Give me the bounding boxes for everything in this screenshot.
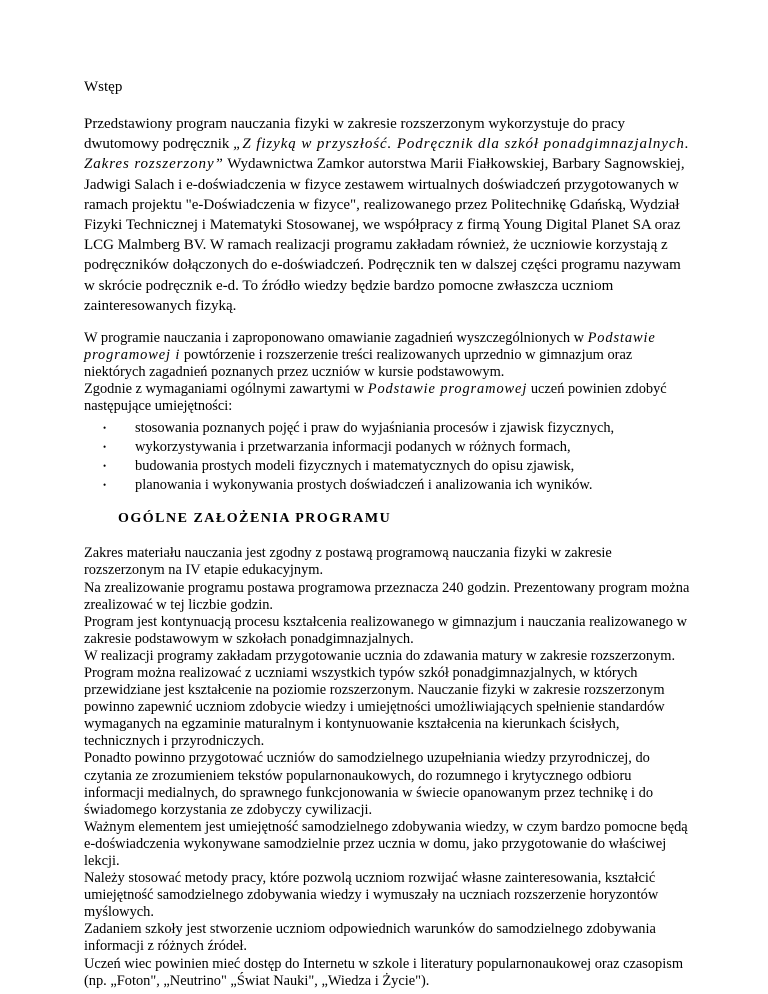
text-line: Uczeń wiec powinien mieć dostęp do Internetu w szkole i literatury popularnonaukowej oraz czasopism (np. „Foton", „Neutrino" „Świat Nauki", „Wiedza i Życie"). xyxy=(84,955,684,989)
list-item xyxy=(103,476,694,495)
bullet-icon: • xyxy=(103,422,107,433)
list-item xyxy=(103,419,694,438)
text-line: Należy stosować metody pracy, które pozwolą uczniom rozwijać własne zainteresowania, kształcić umiejętność samodzielnego zdobywania wiedzy i wymuszały na uczniach rozszerzenie horyzontów myślowych. xyxy=(84,870,659,921)
core-curriculum-ref-2: Podstawie programowej xyxy=(367,381,528,398)
text-line: Program jest kontynuacją procesu kształcenia realizowanego w gimnazjum i nauczania realizowanego w zakresie podstawowym w szkołach ponadgimnazjalnych. xyxy=(84,613,687,647)
text-line: Ponadto powinno przygotować uczniów do samodzielnego uzupełniania wiedzy przyrodniczej, do czytania ze zrozumieniem tekstów popularnonaukowych, do rozumnego i krytycznego odbioru informacji medialnych, do sprawnego funkcjonowania w świecie opanowanym przez technikę i do świadomego korzystania ze zdobyczy cywilizacji. xyxy=(84,750,654,818)
skill-text: wykorzystywania i przetwarzania informacji podanych w różnych formach, xyxy=(135,438,571,455)
intro-text-rest: Wydawnictwa Zamkor autorstwa Marii Fiałkowskiej, Barbary Sagnowskiej, Jadwigi Salach i e-doświadczenia w fizyce zestawem wirtualnych doświadczeń przygotowanych w ramach projektu "e-Doświadczenia w fizyce", realizowanego przez Politechnikę Gdańską, Wydział Fizyki Technicznej i Matematyki Stosowanej, we współpracy z firmą Young Digital Planet SA oraz LCG Malmberg BV. W ramach realizacji programu zakładam również, że uczniowie korzystają z podręczników dołączonych do e-doświadczeń. Podręcznik ten w dalszej części programu nazywam w skrócie podręcznik e-d. To źródło wiedzy będzie bardzo pomocne zwłaszcza uczniom zainteresowanych fizyką. xyxy=(84,156,685,314)
skill-text: budowania prostych modeli fizycznych i matematycznych do opisu zjawisk, xyxy=(135,457,575,474)
list-item xyxy=(103,438,694,457)
bullet-icon: • xyxy=(103,460,107,471)
core-curriculum-ref-1: Podstawie programowej i xyxy=(84,330,656,364)
section-title: OGÓLNE ZAŁOŻENIA PROGRAMU xyxy=(118,511,392,527)
textbook-title: „Z fizyką w przyszłość. Podręcznik dla szkół ponadgimnazjalnych. Zakres rozszerzony” xyxy=(84,136,690,173)
text-line: W realizacji programy zakładam przygotowanie ucznia do zdawania matury w zakresie rozszerzonym. Program można realizować z uczniami wszystkich typów szkół ponadgimnazjalnych, w których przewidziane jest kształcenie na poziomie rozszerzonym. Nauczanie fizyki w zakresie rozszerzonym powinno zapewnić uczniom zdobycie wiedzy i umiejętności umożliwiających spełnienie standardów wymaganych na egzaminie maturalnym i kontynuowanie kształcenia na kierunkach ścisłych, technicznych i przyrodniczych. xyxy=(84,647,676,750)
requirements-start: Zgodnie z wymaganiami ogólnymi zawartymi w xyxy=(84,381,368,398)
intro-paragraph xyxy=(84,114,694,316)
text-line: Zakres materiału nauczania jest zgodny z postawą programową nauczania fizyki w zakresie rozszerzonym na IV etapie edukacyjnym. xyxy=(84,545,612,579)
skill-text: stosowania poznanych pojęć i praw do wyjaśniania procesów i zjawisk fizycznych, xyxy=(135,419,615,436)
bullet-icon: • xyxy=(103,441,107,452)
program-scope-rest: powtórzenie i rozszerzenie treści realizowanych uprzednio w gimnazjum oraz niektórych zagadnień poznanych przez uczniów w kursie podstawowym. xyxy=(84,347,633,381)
intro-heading: Wstęp xyxy=(84,79,123,95)
program-scope-start: W programie nauczania i zaproponowano omawianie zagadnień wyszczególnionych w xyxy=(84,330,588,347)
list-item xyxy=(103,457,694,476)
skills-list xyxy=(84,419,694,496)
text-line: Na zrealizowanie programu postawa programowa przeznacza 240 godzin. Prezentowany program można zrealizować w tej liczbie godzin. xyxy=(84,579,690,613)
text-line: Zadaniem szkoły jest stworzenie uczniom odpowiednich warunków do samodzielnego zdobywania informacji z różnych źródeł. xyxy=(84,921,656,955)
program-scope-paragraph xyxy=(84,330,694,415)
document-page xyxy=(84,78,694,990)
text-line: Ważnym elementem jest umiejętność samodzielnego zdobywania wiedzy, w czym bardzo pomocne będą e-doświadczenia wykonywane samodzielnie przez ucznia w domu, jako przygotowanie do właściwej lekcji. xyxy=(84,818,688,869)
requirements-rest: uczeń powinien zdobyć następujące umiejętności: xyxy=(84,381,667,415)
intro-text-start: Przedstawiony program nauczania fizyki w zakresie rozszerzonym wykorzystuje do pracy dwutomowy podręcznik xyxy=(84,116,626,153)
bullet-icon: • xyxy=(103,480,107,491)
program-assumptions-text xyxy=(84,545,694,989)
skill-text: planowania i wykonywania prostych doświadczeń i analizowania ich wyników. xyxy=(135,477,593,494)
